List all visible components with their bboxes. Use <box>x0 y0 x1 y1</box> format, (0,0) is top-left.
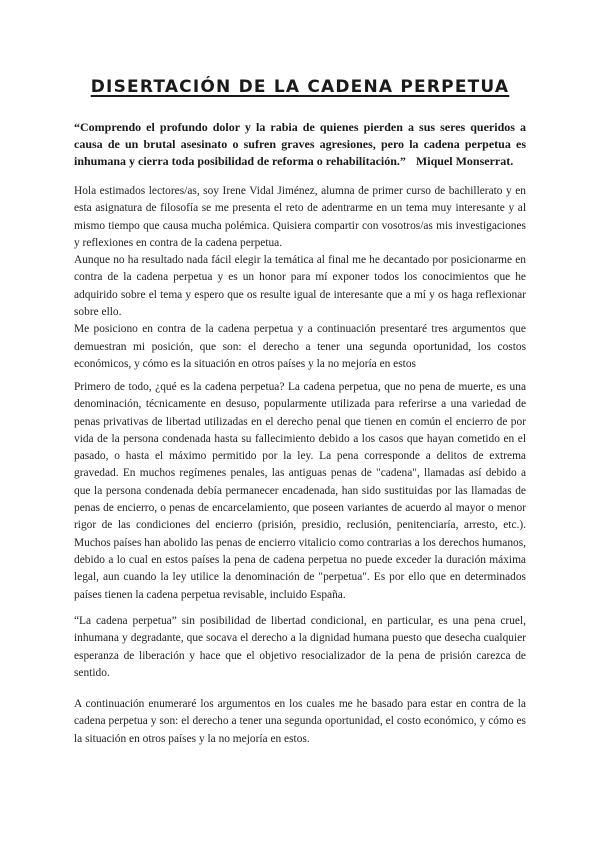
document-title <box>0 77 600 97</box>
cruelty-section <box>74 613 526 682</box>
quote-text: “Comprendo el profundo dolor y la rabia de quienes pierden a sus seres queridos a causa de un brutal asesinato o sufren graves agresiones, pero la cadena perpetua es inhumana y cierra toda posibilidad de reforma o rehabilitación.” <box>74 120 526 168</box>
arguments-paragraph: A continuación enumeraré los argumentos en los cuales me he basado para estar en contra de la cadena perpetua y son: el derecho a tener una segunda oportunidad, el costo económico, y cómo es la situación en otros países y la no mejoría en estos. <box>74 698 526 745</box>
quote-author: Miquel Monserrat. <box>415 154 514 168</box>
opening-quote <box>74 119 526 170</box>
intro-paragraph-2: Aunque no ha resultado nada fácil elegir la temática al final me he decantado por posicionarme en contra de la cadena perpetua y es un honor para mí exponer todos los conocimientos que he adquirido sobre el tema y espero que os resulte igual de interesante que a mí y os haga reflexionar sobre ello. <box>74 254 526 319</box>
cruelty-paragraph: “La cadena perpetua” sin posibilidad de libertad condicional, en particular, es una pena cruel, inhumana y degradante, que socava el derecho a la dignidad humana puesto que desecha cualquier esperanza de liberación y hace que el objetivo resocializador de la pena de prisión carezca de sentido. <box>74 615 526 679</box>
definition-section <box>74 379 526 604</box>
document-title-text: DISERTACIÓN DE LA CADENA PERPETUA <box>90 77 510 97</box>
definition-paragraph: Primero de todo, ¿qué es la cadena perpetua? La cadena perpetua, que no pena de muerte, es una denominación, técnicamente en desuso, popularmente utilizada para referirse a una variedad de penas privativas de libertad utilizadas en el derecho penal que tienen en común el encierro de por vida de la persona condenada hasta su fallecimiento debido a los casos que hayan cometido en el pasado, o hasta el máximo permitido por la ley. La pena corresponde a delitos de extrema gravedad. En muchos regímenes penales, las antiguas penas de "cadena", llamadas así debido a que la persona condenada debía permanecer encadenada, han sido sustituidas por las llamadas de penas de encierro, o penas de encarcelamiento, que poseen variantes de acuerdo al mayor o menor rigor de las condiciones del encierro (prisión, presidio, reclusión, penitenciaría, arresto, etc.). Muchos países han abolido las penas de encierro vitalicio como contrarias a los derechos humanos, debido a lo cual en estos países la pena de cadena perpetua no puede exceder la duración máxima legal, aun cuando la ley utilice la denominación de "perpetua". Es por ello que en determinados países tienen la cadena perpetua revisable, incluido España. <box>74 381 527 601</box>
intro-paragraph-1: Hola estimados lectores/as, soy Irene Vidal Jiménez, alumna de primer curso de bachillerato y en esta asignatura de filosofía se me presenta el reto de adentrarme en un tema muy interesante y al mismo tiempo que causa mucha polémica. Quisiera compartir con vosotros/as mis investigaciones y reflexiones en contra de la cadena perpetua. <box>74 185 526 249</box>
arguments-section <box>74 696 526 748</box>
intro-paragraph-3: Me posiciono en contra de la cadena perpetua y a continuación presentaré tres argumentos que demuestran mi posición, que son: el derecho a tener una segunda oportunidad, los costos económicos, y cómo es la situación en otros países y la no mejoría en estos <box>74 323 526 370</box>
introduction-section <box>74 183 526 373</box>
